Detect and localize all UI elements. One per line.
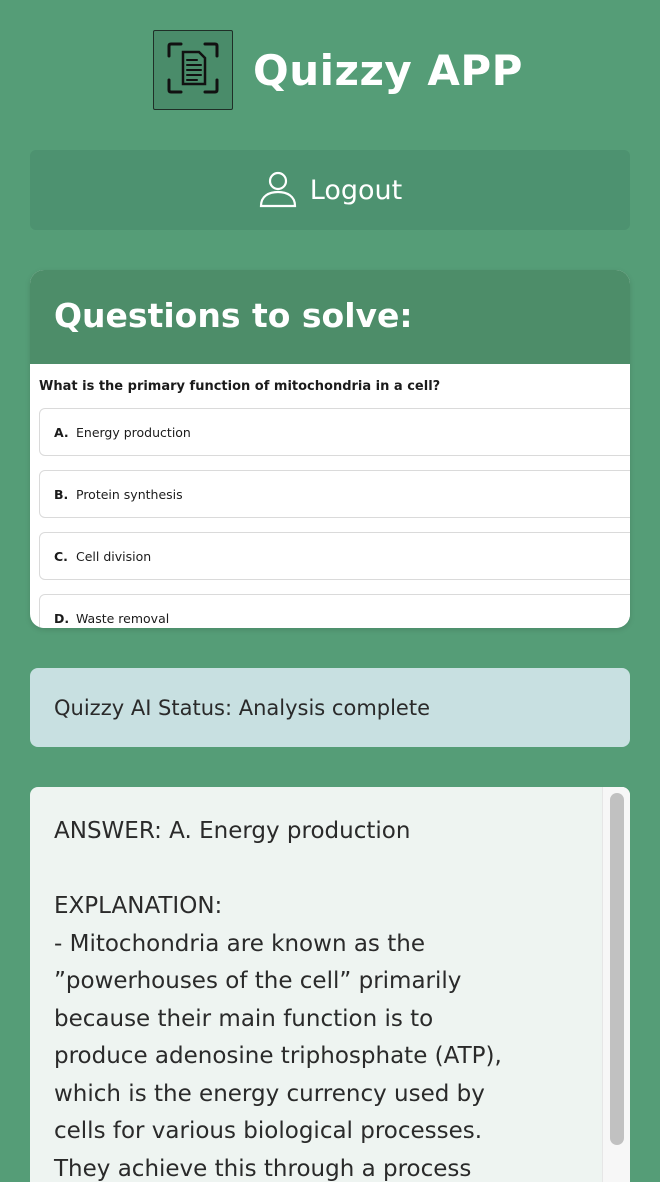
answer-scrollbar[interactable]	[602, 787, 630, 1182]
answer-text: ANSWER: A. Energy production EXPLANATION: - Mitochondria are known as the ”powerhouses of the cell” primarily because their main function is to produce adenosine triphosphate (ATP), which is the energy currency used by cells for various biological processes. They achieve this through a process	[54, 818, 502, 1182]
questions-card	[30, 270, 630, 628]
option-a[interactable]	[39, 408, 630, 456]
option-letter: A.	[54, 424, 69, 440]
logout-button[interactable]	[30, 150, 630, 230]
option-letter: B.	[54, 486, 69, 502]
option-c[interactable]	[39, 532, 630, 580]
option-d[interactable]	[39, 594, 630, 628]
option-letter: C.	[54, 548, 68, 564]
app-title: Quizzy APP	[253, 45, 523, 95]
logout-label: Logout	[309, 174, 403, 206]
option-b[interactable]	[39, 470, 630, 518]
app-header	[153, 30, 523, 110]
option-letter: D.	[54, 610, 70, 626]
option-text: Energy production	[76, 424, 191, 440]
option-text: Protein synthesis	[76, 486, 183, 502]
app-logo	[153, 30, 233, 110]
document-scan-icon	[165, 40, 221, 100]
option-text: Waste removal	[76, 610, 170, 626]
option-text: Cell division	[76, 548, 152, 564]
user-icon	[258, 168, 298, 212]
questions-card-header	[30, 270, 630, 364]
ai-status-banner	[30, 668, 630, 747]
ai-status-text: Quizzy AI Status: Analysis complete	[54, 695, 431, 720]
questions-title: Questions to solve:	[54, 296, 413, 335]
question-text: What is the primary function of mitochondria in a cell?	[39, 379, 441, 394]
answer-scrollbar-thumb[interactable]	[610, 793, 624, 1145]
question-body	[30, 364, 630, 628]
answer-panel	[30, 787, 630, 1182]
